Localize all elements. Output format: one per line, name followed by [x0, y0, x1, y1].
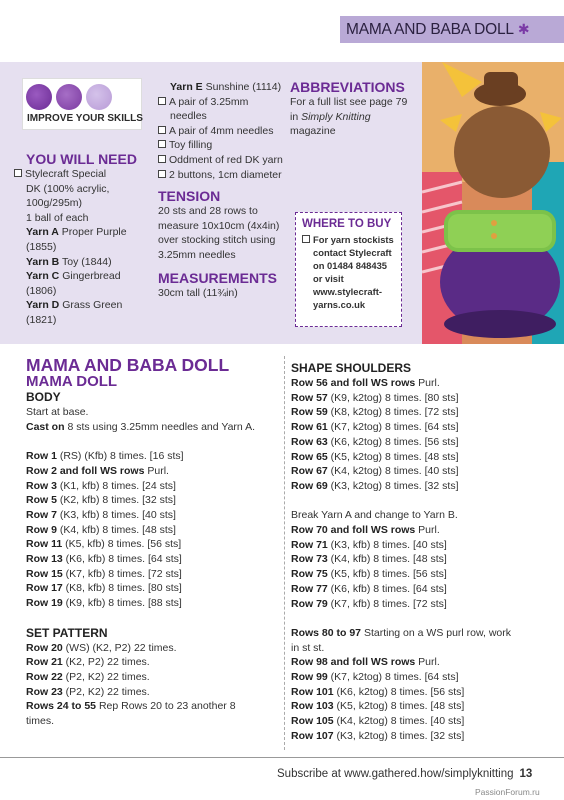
subscribe-link[interactable]: Subscribe at www.gathered.how/simplyknitting: [277, 768, 514, 780]
checkbox-icon: [302, 235, 310, 243]
yarn-line: (1806): [26, 284, 57, 297]
checkbox-icon: [158, 126, 166, 134]
checkbox-icon: [158, 155, 166, 163]
flower-icon: ✱: [517, 21, 530, 37]
yarn-b-rows: [291, 523, 543, 611]
abbreviations-section: [290, 79, 418, 139]
pattern-row: Row 9 (K4, kfb) 8 times. [48 sts]: [26, 523, 176, 536]
yarn-ball-icon: [86, 84, 112, 110]
pattern-row: Row 67 (K4, k2tog) 8 times. [40 sts]: [291, 465, 459, 478]
material-item: A pair of 3.25mm: [169, 95, 249, 108]
pattern-row: Row 79 (K7, kfb) 8 times. [72 sts]: [291, 597, 447, 610]
pattern-row: Row 2 and foll WS rows Purl.: [26, 464, 169, 477]
yarn-ball-icon: [26, 84, 52, 110]
materials-list: [158, 95, 286, 183]
pattern-row: Row 65 (K5, k2tog) 8 times. [48 sts]: [291, 450, 459, 463]
set-pattern-heading: SET PATTERN: [26, 625, 108, 640]
checkbox-icon: [158, 97, 166, 105]
pattern-row: Row 21 (K2, P2) 22 times.: [26, 656, 150, 669]
where-to-buy-heading: WHERE TO BUY: [302, 218, 392, 230]
pattern-row: Row 77 (K6, kfb) 8 times. [64 sts]: [291, 582, 447, 595]
pattern-row: Row 19 (K9, kfb) 8 times. [88 sts]: [26, 597, 182, 610]
shape-shoulders-heading: SHAPE SHOULDERS: [291, 361, 412, 375]
footer-rule: [0, 757, 564, 758]
pattern-row: Row 13 (K6, kfb) 8 times. [64 sts]: [26, 553, 182, 566]
tension-text: 20 sts and 28 rows to measure 10x10cm (4x4in) over stocking stitch using 3.25mm needles: [158, 205, 280, 261]
will-need-line: DK (100% acrylic,: [26, 182, 110, 195]
skill-level-balls: [26, 84, 112, 110]
material-item: A pair of 4mm needles: [169, 124, 274, 137]
footer: [277, 768, 532, 780]
doll-photo: [422, 62, 564, 344]
pattern-row: Row 59 (K8, k2tog) 8 times. [72 sts]: [291, 406, 459, 419]
pattern-row: Row 1 (RS) (Kfb) 8 times. [16 sts]: [26, 450, 184, 463]
pattern-row: Row 69 (K3, k2tog) 8 times. [32 sts]: [291, 479, 459, 492]
yarn-ball-icon: [56, 84, 82, 110]
you-will-need-heading: YOU WILL NEED: [26, 151, 137, 167]
stockist-link[interactable]: www.stylecraft-: [313, 286, 382, 297]
pattern-title: MAMA AND BABA DOLL: [26, 355, 230, 375]
stockist-link[interactable]: yarns.co.uk: [313, 299, 366, 310]
pattern-row: Row 105 (K4, k2tog) 8 times. [40 sts]: [291, 715, 465, 728]
body-heading: BODY: [26, 390, 61, 404]
set-pattern-rows: [26, 641, 281, 729]
yarn-line: (1855): [26, 240, 57, 253]
pattern-row: Row 71 (K3, kfb) 8 times. [40 sts]: [291, 538, 447, 551]
yarn-line: Yarn A Proper Purple: [26, 226, 127, 239]
pattern-row-cont: times.: [26, 715, 55, 728]
pattern-row: Row 70 and foll WS rows Purl.: [291, 524, 440, 537]
you-will-need-section: [26, 151, 154, 328]
rows-80-97: Rows 80 to 97 Starting on a WS purl row, work in st st.: [291, 626, 512, 654]
pattern-row: Row 101 (K6, k2tog) 8 times. [56 sts]: [291, 685, 465, 698]
material-item: Toy filling: [169, 139, 213, 152]
pattern-row: Row 20 (WS) (K2, P2) 22 times.: [26, 641, 177, 654]
start-instruction: Start at base.: [26, 406, 89, 418]
watermark: PassionForum.ru: [475, 787, 540, 797]
pattern-row: Rows 24 to 55 Rep Rows 20 to 23 another 8: [26, 700, 236, 713]
pattern-right-column: [291, 361, 543, 744]
material-item: 2 buttons, 1cm diameter: [169, 168, 282, 181]
yarn-line: Yarn C Gingerbread: [26, 270, 121, 283]
pattern-row: Row 5 (K2, kfb) 8 times. [32 sts]: [26, 494, 176, 507]
pattern-row: Row 103 (K5, k2tog) 8 times. [48 sts]: [291, 700, 465, 713]
pattern-row: Row 63 (K6, k2tog) 8 times. [56 sts]: [291, 435, 459, 448]
you-will-need-list: [26, 167, 154, 328]
column-divider: [284, 356, 285, 750]
page-number: 13: [519, 768, 533, 780]
body-rows: [26, 449, 281, 611]
measurements-heading: MEASUREMENTS: [158, 269, 278, 286]
pattern-subtitle: MAMA DOLL: [26, 373, 118, 390]
pattern-row: Row 99 (K7, k2tog) 8 times. [64 sts]: [291, 671, 459, 684]
checkbox-icon: [158, 170, 166, 178]
pattern-row: Row 11 (K5, kfb) 8 times. [56 sts]: [26, 538, 182, 551]
pattern-row: Row 107 (K3, k2tog) 8 times. [32 sts]: [291, 729, 465, 742]
abbreviations-text: For a full list see page 79 in Simply Knitting magazine: [290, 96, 408, 138]
abbreviations-heading: ABBREVIATIONS: [290, 79, 405, 95]
will-need-line: 100g/295m): [26, 197, 83, 210]
tension-heading: TENSION: [158, 188, 221, 205]
pattern-row: Row 17 (K8, kfb) 8 times. [80 sts]: [26, 582, 182, 595]
pattern-row: Row 61 (K7, k2tog) 8 times. [64 sts]: [291, 421, 459, 434]
materials-column: [158, 80, 286, 300]
pattern-row: Row 7 (K3, kfb) 8 times. [40 sts]: [26, 508, 176, 521]
cast-on-instruction: Cast on 8 sts using 3.25mm needles and Yarn A.: [26, 420, 255, 433]
pattern-row: Row 98 and foll WS rows Purl.: [291, 656, 440, 669]
skills-label: IMPROVE YOUR SKILLS: [27, 113, 143, 124]
final-rows: [291, 655, 543, 743]
measurements-text: 30cm tall (11¾in): [158, 286, 238, 299]
header-title: MAMA AND BABA DOLL: [346, 20, 514, 38]
pattern-row: Row 73 (K4, kfb) 8 times. [48 sts]: [291, 553, 447, 566]
shoulder-rows: [291, 376, 543, 494]
yarn-line: Yarn D Grass Green: [26, 299, 123, 312]
pattern-row: Row 56 and foll WS rows Purl.: [291, 377, 440, 389]
material-item: needles: [170, 110, 207, 123]
will-need-line: Stylecraft Special: [25, 168, 107, 180]
checkbox-icon: [14, 169, 22, 177]
break-yarn-text: Break Yarn A and change to Yarn B.: [291, 509, 458, 522]
where-to-buy-box: [295, 212, 402, 327]
doll-photo-image: [422, 62, 564, 344]
pattern-row: Row 15 (K7, kfb) 8 times. [72 sts]: [26, 567, 182, 580]
material-item: Oddment of red DK yarn: [169, 153, 283, 166]
yarn-line: Yarn B Toy (1844): [26, 255, 112, 268]
pattern-row: Row 23 (P2, K2) 22 times.: [26, 685, 150, 698]
where-to-buy-text: For yarn stockists contact Stylecraft on 01484 848435 or visit www.stylecraft- yarns.co.uk: [302, 233, 395, 311]
pattern-row: Row 75 (K5, kfb) 8 times. [56 sts]: [291, 568, 447, 581]
yarn-line: (1821): [26, 313, 57, 326]
checkbox-icon: [158, 140, 166, 148]
pattern-row: Row 57 (K9, k2tog) 8 times. [80 sts]: [291, 391, 459, 404]
pattern-row: Row 3 (K1, kfb) 8 times. [24 sts]: [26, 479, 176, 492]
pattern-left-column: [26, 356, 281, 729]
yarn-e-line: Yarn E Sunshine (1114): [170, 81, 282, 93]
pattern-row: Row 22 (P2, K2) 22 times.: [26, 670, 150, 683]
header-banner: [340, 16, 564, 43]
will-need-line: 1 ball of each: [26, 211, 89, 224]
improve-skills-box: [22, 78, 142, 130]
